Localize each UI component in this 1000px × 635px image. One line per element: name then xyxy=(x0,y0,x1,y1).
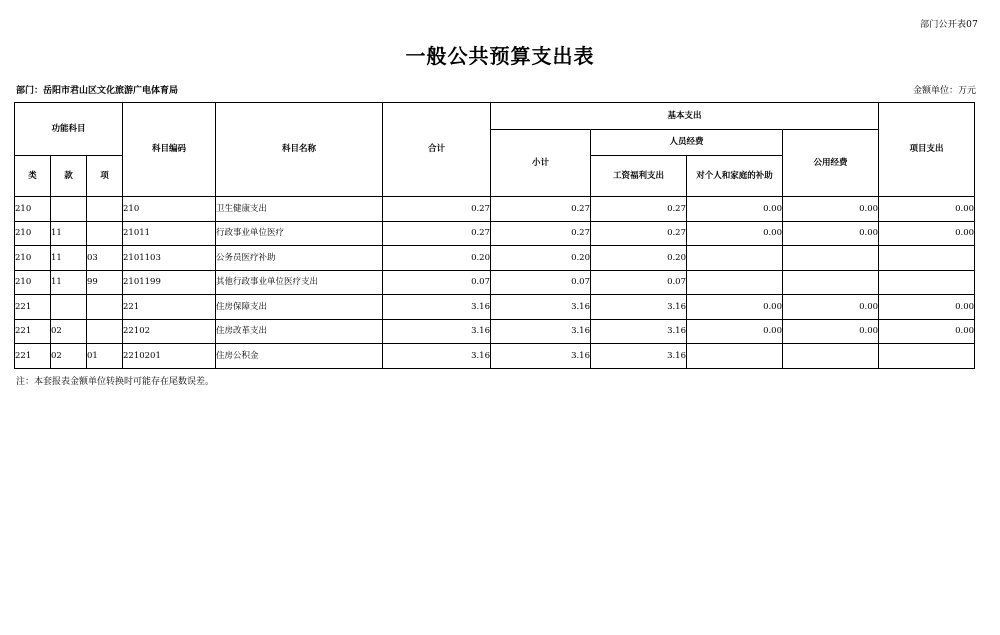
cell-code: 2210201 xyxy=(123,344,216,369)
cell-public xyxy=(783,270,879,295)
cell-project: 0.00 xyxy=(879,319,975,344)
cell-public xyxy=(783,344,879,369)
header-basic-expenditure: 基本支出 xyxy=(491,103,879,130)
cell-wage: 0.27 xyxy=(591,197,687,222)
cell-code: 210 xyxy=(123,197,216,222)
cell-xiang xyxy=(87,295,123,320)
cell-lei: 210 xyxy=(15,270,51,295)
cell-total: 0.07 xyxy=(383,270,491,295)
cell-kuan xyxy=(51,295,87,320)
cell-project: 0.00 xyxy=(879,221,975,246)
cell-kuan: 02 xyxy=(51,319,87,344)
cell-kuan: 11 xyxy=(51,270,87,295)
cell-subtotal: 3.16 xyxy=(491,344,591,369)
cell-project: 0.00 xyxy=(879,295,975,320)
cell-wage: 0.07 xyxy=(591,270,687,295)
table-row xyxy=(15,270,975,295)
cell-kuan: 11 xyxy=(51,221,87,246)
header-subtotal: 小计 xyxy=(491,130,591,197)
header-project-expenditure: 项目支出 xyxy=(879,103,975,197)
cell-wage: 0.20 xyxy=(591,246,687,271)
cell-subsidy xyxy=(687,246,783,271)
cell-xiang: 99 xyxy=(87,270,123,295)
budget-table xyxy=(14,102,975,369)
page-title: 一般公共预算支出表 xyxy=(405,44,595,68)
cell-project xyxy=(879,270,975,295)
cell-name: 住房改革支出 xyxy=(216,319,383,344)
amount-unit-label: 金额单位：万元 xyxy=(912,86,976,96)
cell-code: 2101103 xyxy=(123,246,216,271)
cell-project xyxy=(879,246,975,271)
header-subject-name: 科目名称 xyxy=(216,103,383,197)
cell-xiang: 03 xyxy=(87,246,123,271)
cell-project: 0.00 xyxy=(879,197,975,222)
cell-subsidy: 0.00 xyxy=(687,295,783,320)
footnote: 注：本套报表金额单位转换时可能存在尾数误差。 xyxy=(16,377,215,387)
table-row xyxy=(15,221,975,246)
cell-code: 22102 xyxy=(123,319,216,344)
cell-lei: 221 xyxy=(15,344,51,369)
cell-lei: 210 xyxy=(15,246,51,271)
header-kuan: 款 xyxy=(51,156,87,197)
cell-total: 0.20 xyxy=(383,246,491,271)
cell-subsidy: 0.00 xyxy=(687,197,783,222)
cell-wage: 3.16 xyxy=(591,344,687,369)
cell-code: 2101199 xyxy=(123,270,216,295)
header-function-subject: 功能科目 xyxy=(15,103,123,156)
cell-name: 行政事业单位医疗 xyxy=(216,221,383,246)
cell-public: 0.00 xyxy=(783,319,879,344)
cell-subsidy xyxy=(687,344,783,369)
header-wage-welfare: 工资福利支出 xyxy=(591,156,687,197)
cell-name: 住房公积金 xyxy=(216,344,383,369)
cell-xiang xyxy=(87,197,123,222)
cell-code: 21011 xyxy=(123,221,216,246)
cell-total: 3.16 xyxy=(383,295,491,320)
header-xiang: 项 xyxy=(87,156,123,197)
table-row xyxy=(15,319,975,344)
cell-name: 公务员医疗补助 xyxy=(216,246,383,271)
header-total: 合计 xyxy=(383,103,491,197)
cell-subtotal: 3.16 xyxy=(491,319,591,344)
header-subsidy-individual: 对个人和家庭的补助 xyxy=(687,156,783,197)
cell-lei: 221 xyxy=(15,319,51,344)
table-row xyxy=(15,344,975,369)
cell-public: 0.00 xyxy=(783,221,879,246)
cell-total: 0.27 xyxy=(383,221,491,246)
cell-wage: 3.16 xyxy=(591,295,687,320)
table-row xyxy=(15,246,975,271)
cell-subtotal: 0.27 xyxy=(491,197,591,222)
cell-xiang: 01 xyxy=(87,344,123,369)
cell-subtotal: 3.16 xyxy=(491,295,591,320)
cell-wage: 0.27 xyxy=(591,221,687,246)
cell-kuan xyxy=(51,197,87,222)
cell-lei: 210 xyxy=(15,197,51,222)
cell-subsidy: 0.00 xyxy=(687,319,783,344)
cell-subsidy: 0.00 xyxy=(687,221,783,246)
cell-subtotal: 0.20 xyxy=(491,246,591,271)
header-lei: 类 xyxy=(15,156,51,197)
form-number: 部门公开表07 xyxy=(920,20,978,30)
header-personnel-cost: 人员经费 xyxy=(591,130,783,156)
cell-code: 221 xyxy=(123,295,216,320)
cell-public: 0.00 xyxy=(783,295,879,320)
cell-name: 住房保障支出 xyxy=(216,295,383,320)
cell-subtotal: 0.27 xyxy=(491,221,591,246)
table-row xyxy=(15,295,975,320)
cell-name: 其他行政事业单位医疗支出 xyxy=(216,270,383,295)
cell-public: 0.00 xyxy=(783,197,879,222)
cell-lei: 221 xyxy=(15,295,51,320)
cell-project xyxy=(879,344,975,369)
cell-total: 3.16 xyxy=(383,319,491,344)
cell-total: 3.16 xyxy=(383,344,491,369)
table-row xyxy=(15,197,975,222)
cell-total: 0.27 xyxy=(383,197,491,222)
cell-kuan: 02 xyxy=(51,344,87,369)
header-subject-code: 科目编码 xyxy=(123,103,216,197)
department-label: 部门：岳阳市君山区文化旅游广电体育局 xyxy=(16,86,179,96)
cell-subsidy xyxy=(687,270,783,295)
cell-xiang xyxy=(87,319,123,344)
header-public-cost: 公用经费 xyxy=(783,130,879,197)
cell-lei: 210 xyxy=(15,221,51,246)
cell-subtotal: 0.07 xyxy=(491,270,591,295)
cell-wage: 3.16 xyxy=(591,319,687,344)
meta-line xyxy=(16,83,976,97)
cell-kuan: 11 xyxy=(51,246,87,271)
cell-name: 卫生健康支出 xyxy=(216,197,383,222)
cell-public xyxy=(783,246,879,271)
cell-xiang xyxy=(87,221,123,246)
